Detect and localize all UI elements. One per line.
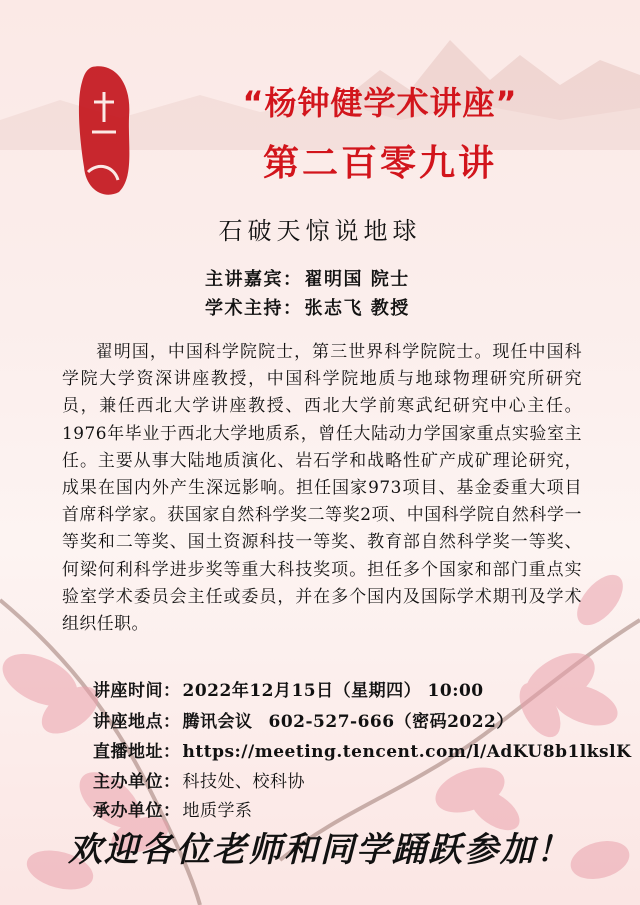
lecture-number: 第二百零九讲 (262, 143, 497, 184)
seal-logo (74, 62, 134, 197)
lecture-topic: 石破天惊说地球 (218, 217, 422, 245)
moderator-line (205, 294, 465, 320)
speaker-value: 翟明国 院士 (304, 269, 410, 290)
organizer-line (93, 767, 613, 792)
welcome-banner: 欢迎各位老师和同学踊跃参加！ (68, 830, 572, 870)
host-unit-line (93, 796, 613, 821)
lecture-time-value: 2022年12月15日（星期四） 10:00 (182, 681, 484, 701)
host-unit-value: 地质学系 (182, 801, 253, 821)
seal-brush-icon (74, 62, 134, 197)
lecture-place-value: 腾讯会议 (182, 712, 253, 732)
organizer-value: 科技处、校科协 (182, 772, 305, 792)
lecture-time-label: 讲座时间： (93, 681, 181, 701)
moderator-label: 学术主持： (205, 298, 303, 319)
organizer-label: 主办单位： (93, 772, 181, 792)
meeting-id: 602-527-666（密码2022） (268, 712, 514, 732)
lecture-place-label: 讲座地点： (93, 712, 181, 732)
lecture-place-line (93, 707, 613, 732)
host-unit-label: 承办单位： (93, 801, 181, 821)
series-title: “杨钟健学术讲座” (242, 84, 518, 122)
stream-url-label: 直播地址： (93, 742, 181, 762)
speaker-label: 主讲嘉宾： (205, 269, 303, 290)
speaker-biography: 翟明国，中国科学院院士，第三世界科学院院士。现任中国科学院大学资深讲座教授，中国科学院地质与地球物理研究所研究员，兼任西北大学讲座教授、西北大学前寒武纪研究中心主任。1976年毕业于西北大学地质系，曾任大陆动力学国家重点实验室主任。主要从事大陆地质演化、岩石学和战略性矿产成矿理论研究，成果在国内外产生深远影响。担任国家973项目、基金委重大项目首席科学家。获国家自然科学奖二等奖2项、中国科学院自然科学一等奖和二等奖、国土资源科技一等奖、教育部自然科学奖一等奖、何梁何利科学进步奖等重大科技奖项。担任多个国家和部门重点实验室学术委员会主任或委员，并在多个国内及国际学术期刊及学术组织任职。 (62, 341, 582, 634)
speaker-line (205, 265, 465, 291)
lecture-time-line (93, 676, 613, 701)
stream-url-link[interactable]: https://meeting.tencent.com/l/AdKU8b1lkslK (182, 742, 632, 762)
moderator-value: 张志飞 教授 (304, 298, 410, 319)
stream-url-line (93, 737, 632, 762)
